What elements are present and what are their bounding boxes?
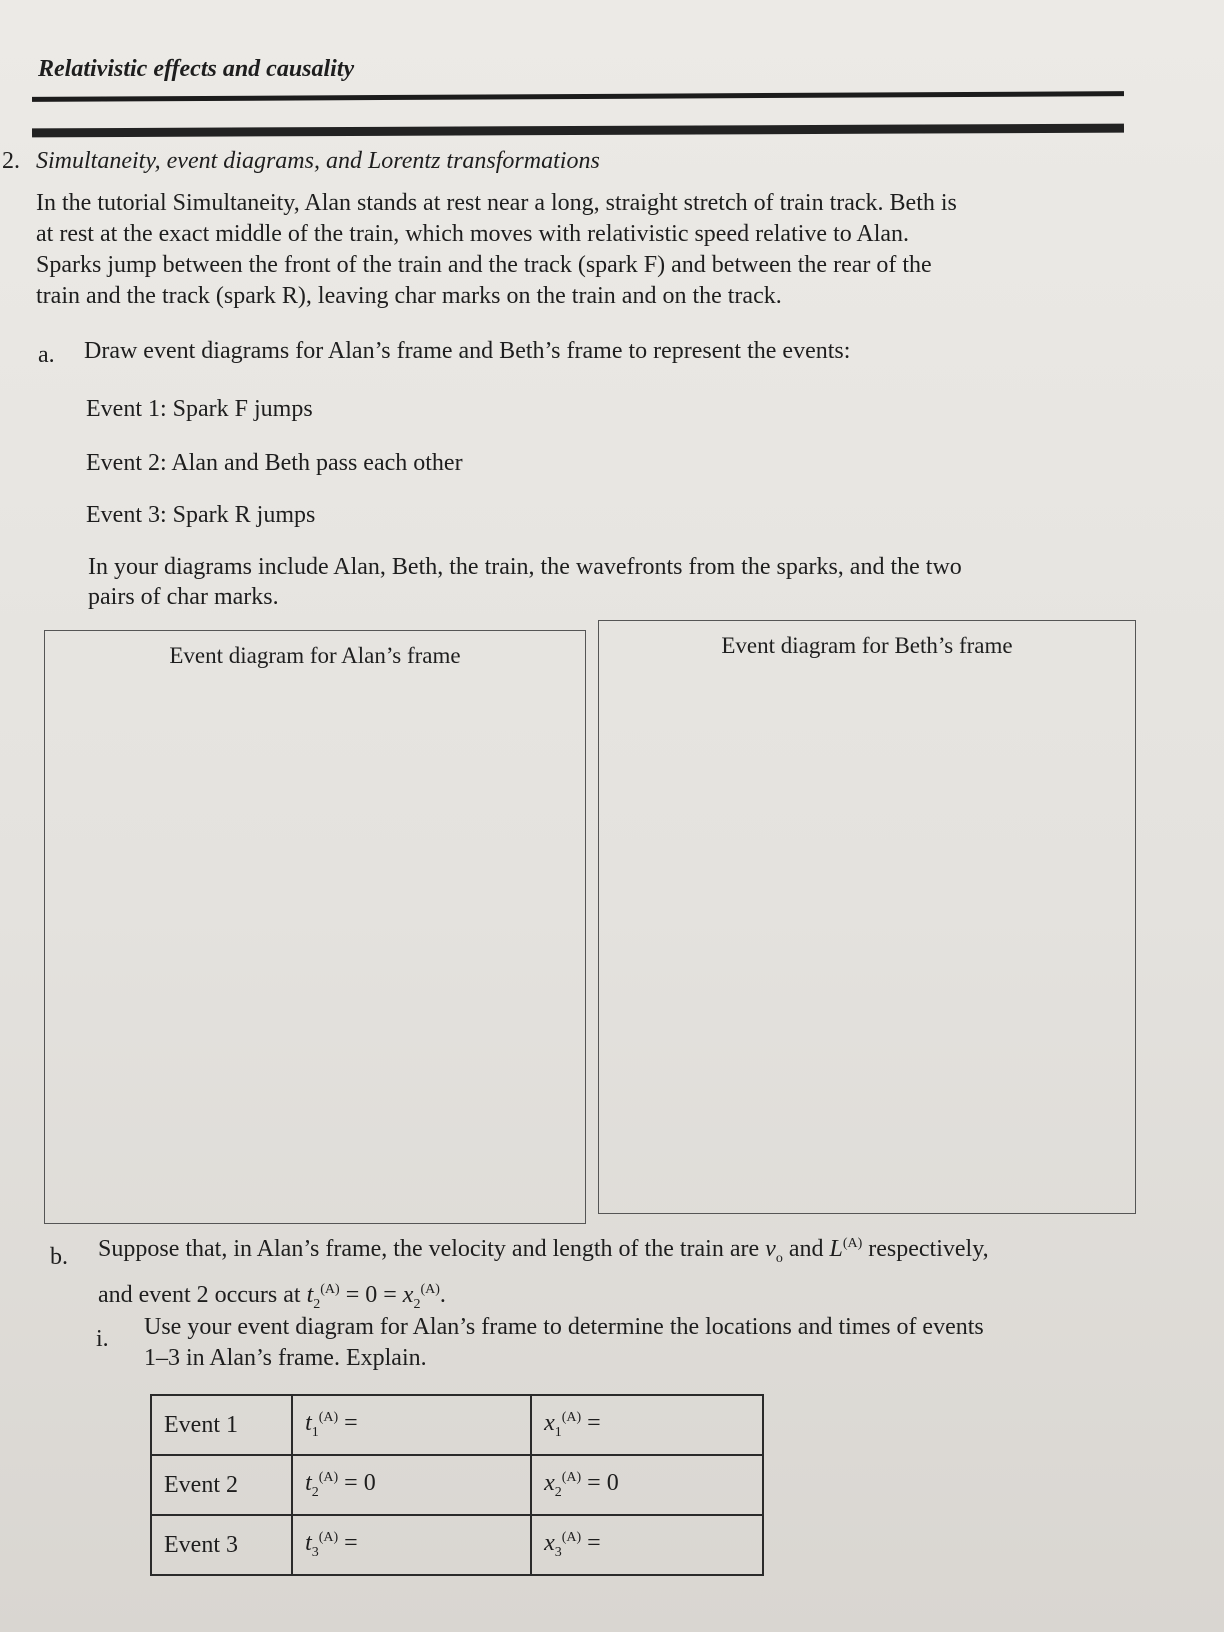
part-a-label: a. <box>38 342 55 368</box>
subpart-i-line: Use your event diagram for Alan’s frame to determine the locations and times of events <box>144 1314 984 1340</box>
intro-paragraph <box>36 188 1116 312</box>
intro-line: Sparks jump between the front of the train and the track (spark F) and between the rear of the <box>36 252 932 278</box>
table-row <box>151 1515 763 1575</box>
beth-frame-diagram-box[interactable] <box>598 620 1136 1214</box>
instruction-line: In your diagrams include Alan, Beth, the train, the wavefronts from the sparks, and the two <box>88 554 962 580</box>
subpart-i-prompt <box>144 1312 1124 1374</box>
alan-frame-diagram-box[interactable] <box>44 630 586 1224</box>
beth-frame-box-title: Event diagram for Beth’s frame <box>721 633 1013 658</box>
alan-frame-box-title: Event diagram for Alan’s frame <box>169 643 461 668</box>
diagram-instructions <box>88 552 1088 612</box>
header-rule <box>32 91 1124 102</box>
part-b-label: b. <box>50 1244 68 1270</box>
event-label-cell: Event 2 <box>151 1455 292 1515</box>
event-1-line: Event 1: Spark F jumps <box>86 396 313 422</box>
position-answer-cell: $x_2^{(A)} = 0$ <box>531 1455 763 1515</box>
header-rule-thick <box>32 124 1124 138</box>
part-b-line-1: Suppose that, in Alan’s frame, the velocity and length of the train are $v_o$ and $L^{(A)}$ respectively, <box>98 1236 989 1266</box>
position-answer-cell[interactable]: $x_3^{(A)}$ = <box>531 1515 763 1575</box>
table-row <box>151 1455 763 1515</box>
time-answer-cell: $t_2^{(A)} = 0$ <box>292 1455 531 1515</box>
part-a-prompt: Draw event diagrams for Alan’s frame and Beth’s frame to represent the events: <box>84 338 851 364</box>
subpart-i-label: i. <box>96 1326 109 1352</box>
event-label-cell: Event 1 <box>151 1395 292 1455</box>
event-2-line: Event 2: Alan and Beth pass each other <box>86 450 463 476</box>
intro-line: In the tutorial Simultaneity, Alan stands at rest near a long, straight stretch of train track. Beth is <box>36 190 957 216</box>
part-b-line-2: and event 2 occurs at $t_2^{(A)} = 0 = x_2^{(A)}$. <box>98 1281 446 1312</box>
event-coordinates-table <box>150 1394 764 1576</box>
section-number: 2. <box>2 148 20 174</box>
time-answer-cell[interactable]: $t_3^{(A)}$ = <box>292 1515 531 1575</box>
instruction-line: pairs of char marks. <box>88 584 279 610</box>
intro-line: train and the track (spark R), leaving char marks on the train and on the track. <box>36 283 782 309</box>
event-label-cell: Event 3 <box>151 1515 292 1575</box>
intro-line: at rest at the exact middle of the train, which moves with relativistic speed relative to Alan. <box>36 221 910 247</box>
time-answer-cell[interactable]: $t_1^{(A)}$ = <box>292 1395 531 1455</box>
table-row <box>151 1395 763 1455</box>
section-title: Simultaneity, event diagrams, and Lorentz transformations <box>36 148 600 174</box>
subpart-i-line: 1–3 in Alan’s frame. Explain. <box>144 1345 427 1371</box>
running-header: Relativistic effects and causality <box>38 56 355 82</box>
part-b-prompt <box>98 1228 1128 1320</box>
event-3-line: Event 3: Spark R jumps <box>86 502 316 528</box>
position-answer-cell[interactable]: $x_1^{(A)}$ = <box>531 1395 763 1455</box>
